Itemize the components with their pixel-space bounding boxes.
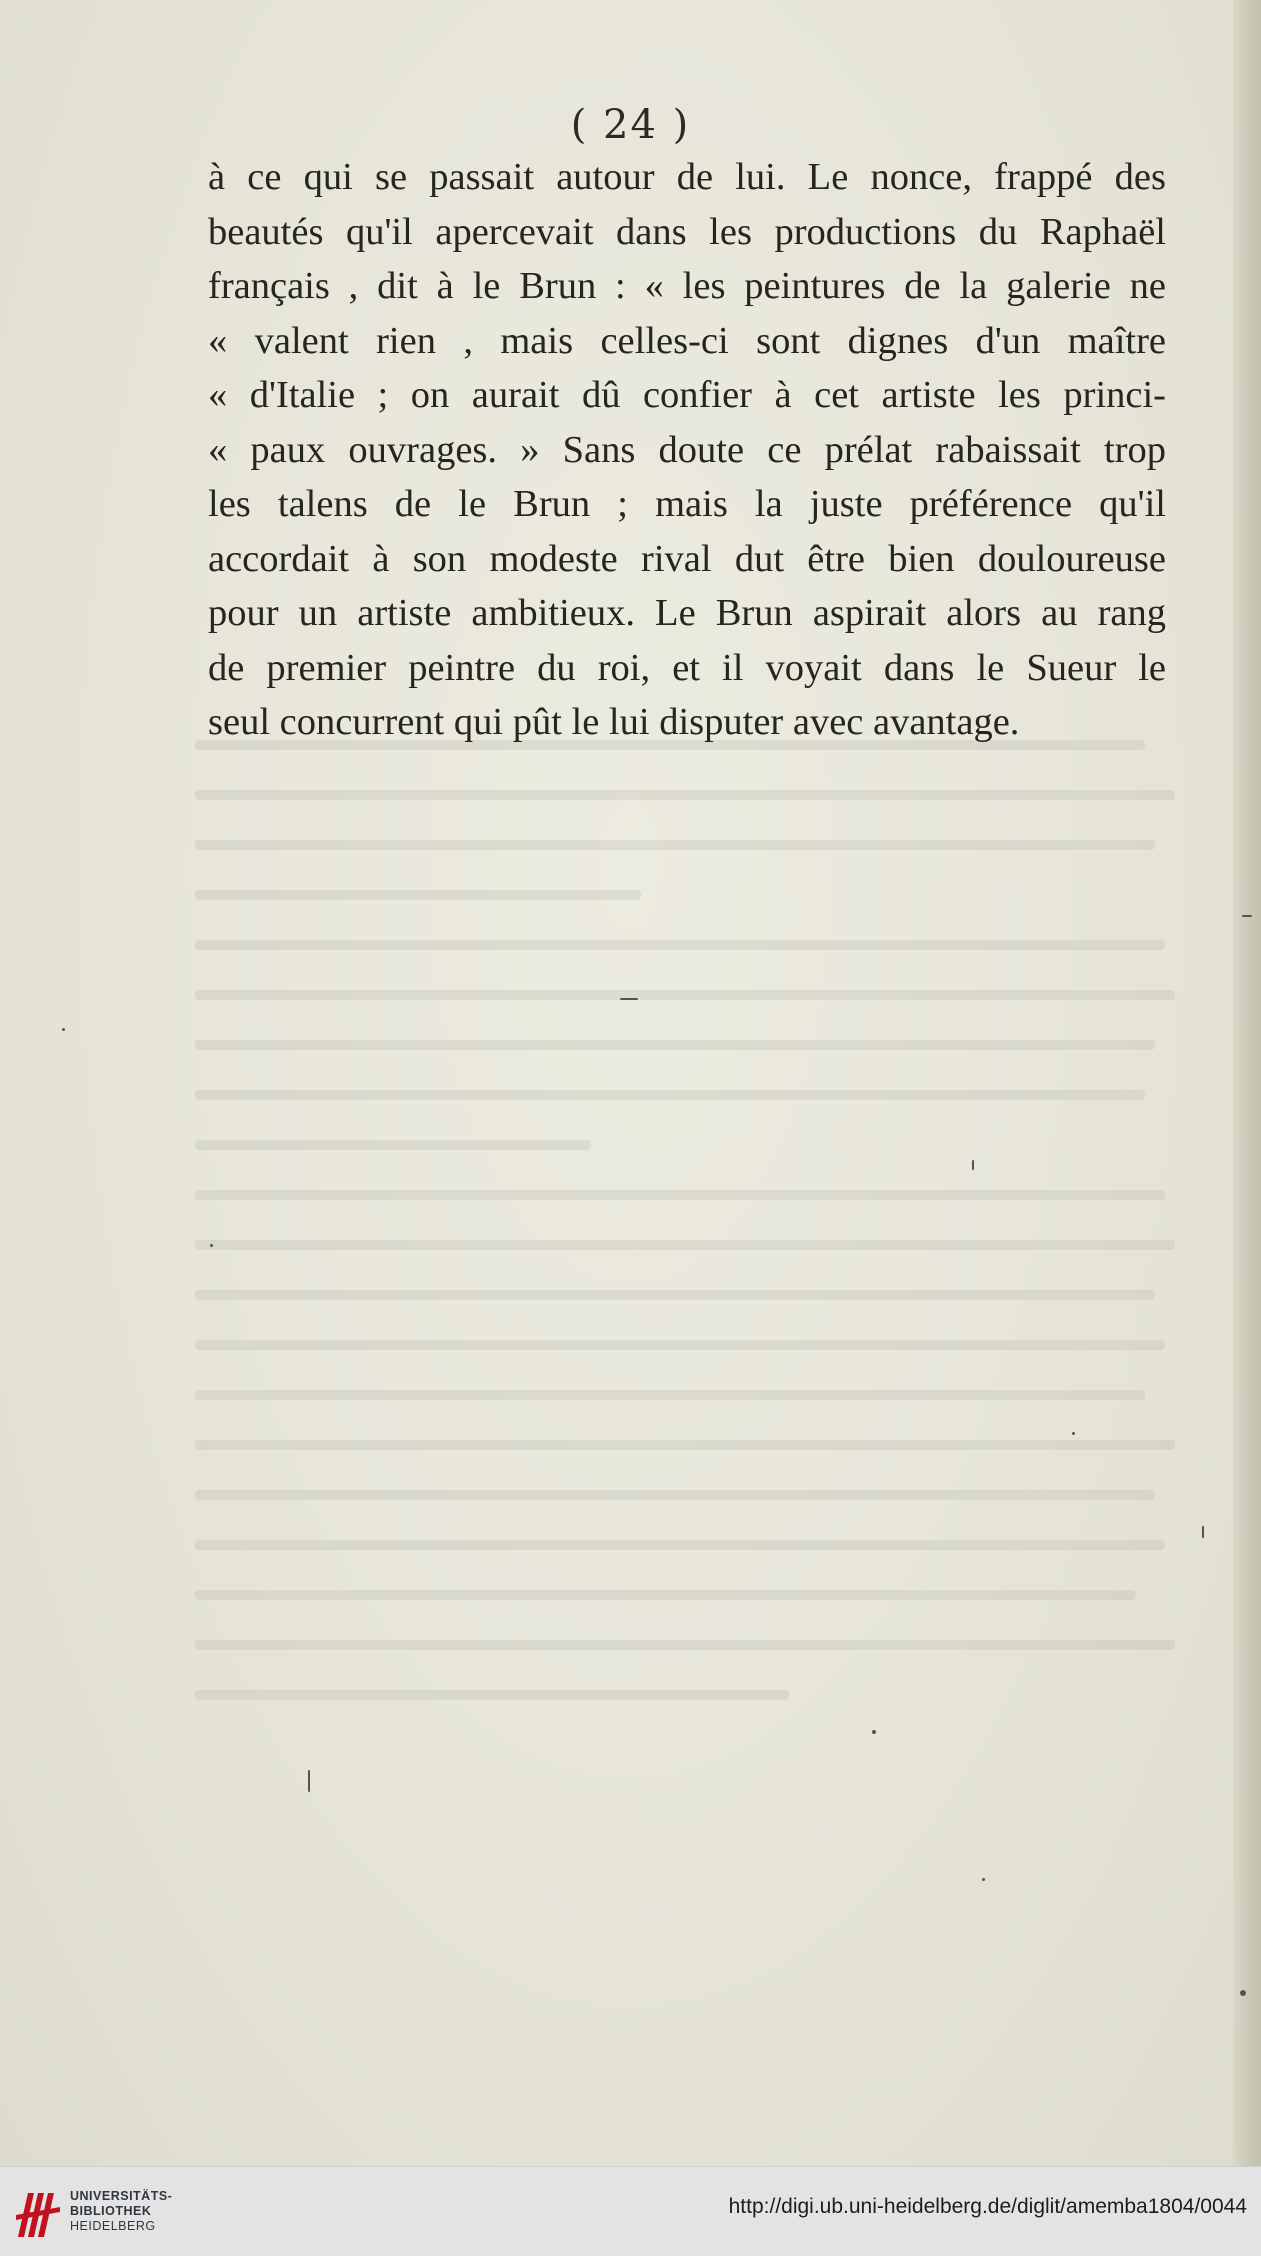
text-line: « paux ouvrages. » Sans doute ce prélat rabaissait trop [208,428,1166,471]
text-line: à ce qui se passait autour de lui. Le nonce, frappé des [208,156,1166,198]
text-line: « valent rien , mais celles-ci sont dignes d'un maître [208,319,1166,362]
text-line: de premier peintre du roi, et il voyait dans le Sueur le [208,646,1166,689]
text-line: accordait à son modeste rival dut être bien douloureuse [208,537,1166,580]
show-through-text [195,740,1185,1820]
text-line: beautés qu'il apercevait dans les productions du Raphaël [208,210,1166,253]
library-logo-text: UNIVERSITÄTS- BIBLIOTHEK HEIDELBERG [70,2189,173,2233]
source-url-link[interactable]: http://digi.ub.uni-heidelberg.de/diglit/amemba1804/0044 [728,2195,1247,2218]
viewer-footer [0,2166,1261,2256]
text-line: français , dit à le Brun : « les peintures de la galerie ne [208,265,1166,307]
library-logo-icon [14,2185,62,2241]
page-edge [1233,0,1261,2166]
text-line: « d'Italie ; on aurait dû confier à cet artiste les princi- [208,374,1166,416]
page-number: ( 24 ) [570,102,691,148]
library-logo [14,2179,214,2245]
text-line: seul concurrent qui pût le lui disputer avec avantage. [208,701,1020,743]
text-line: les talens de le Brun ; mais la juste préférence qu'il [208,483,1166,525]
text-line: pour un artiste ambitieux. Le Brun aspirait alors au rang [208,592,1166,634]
page-body-text [208,150,1166,750]
